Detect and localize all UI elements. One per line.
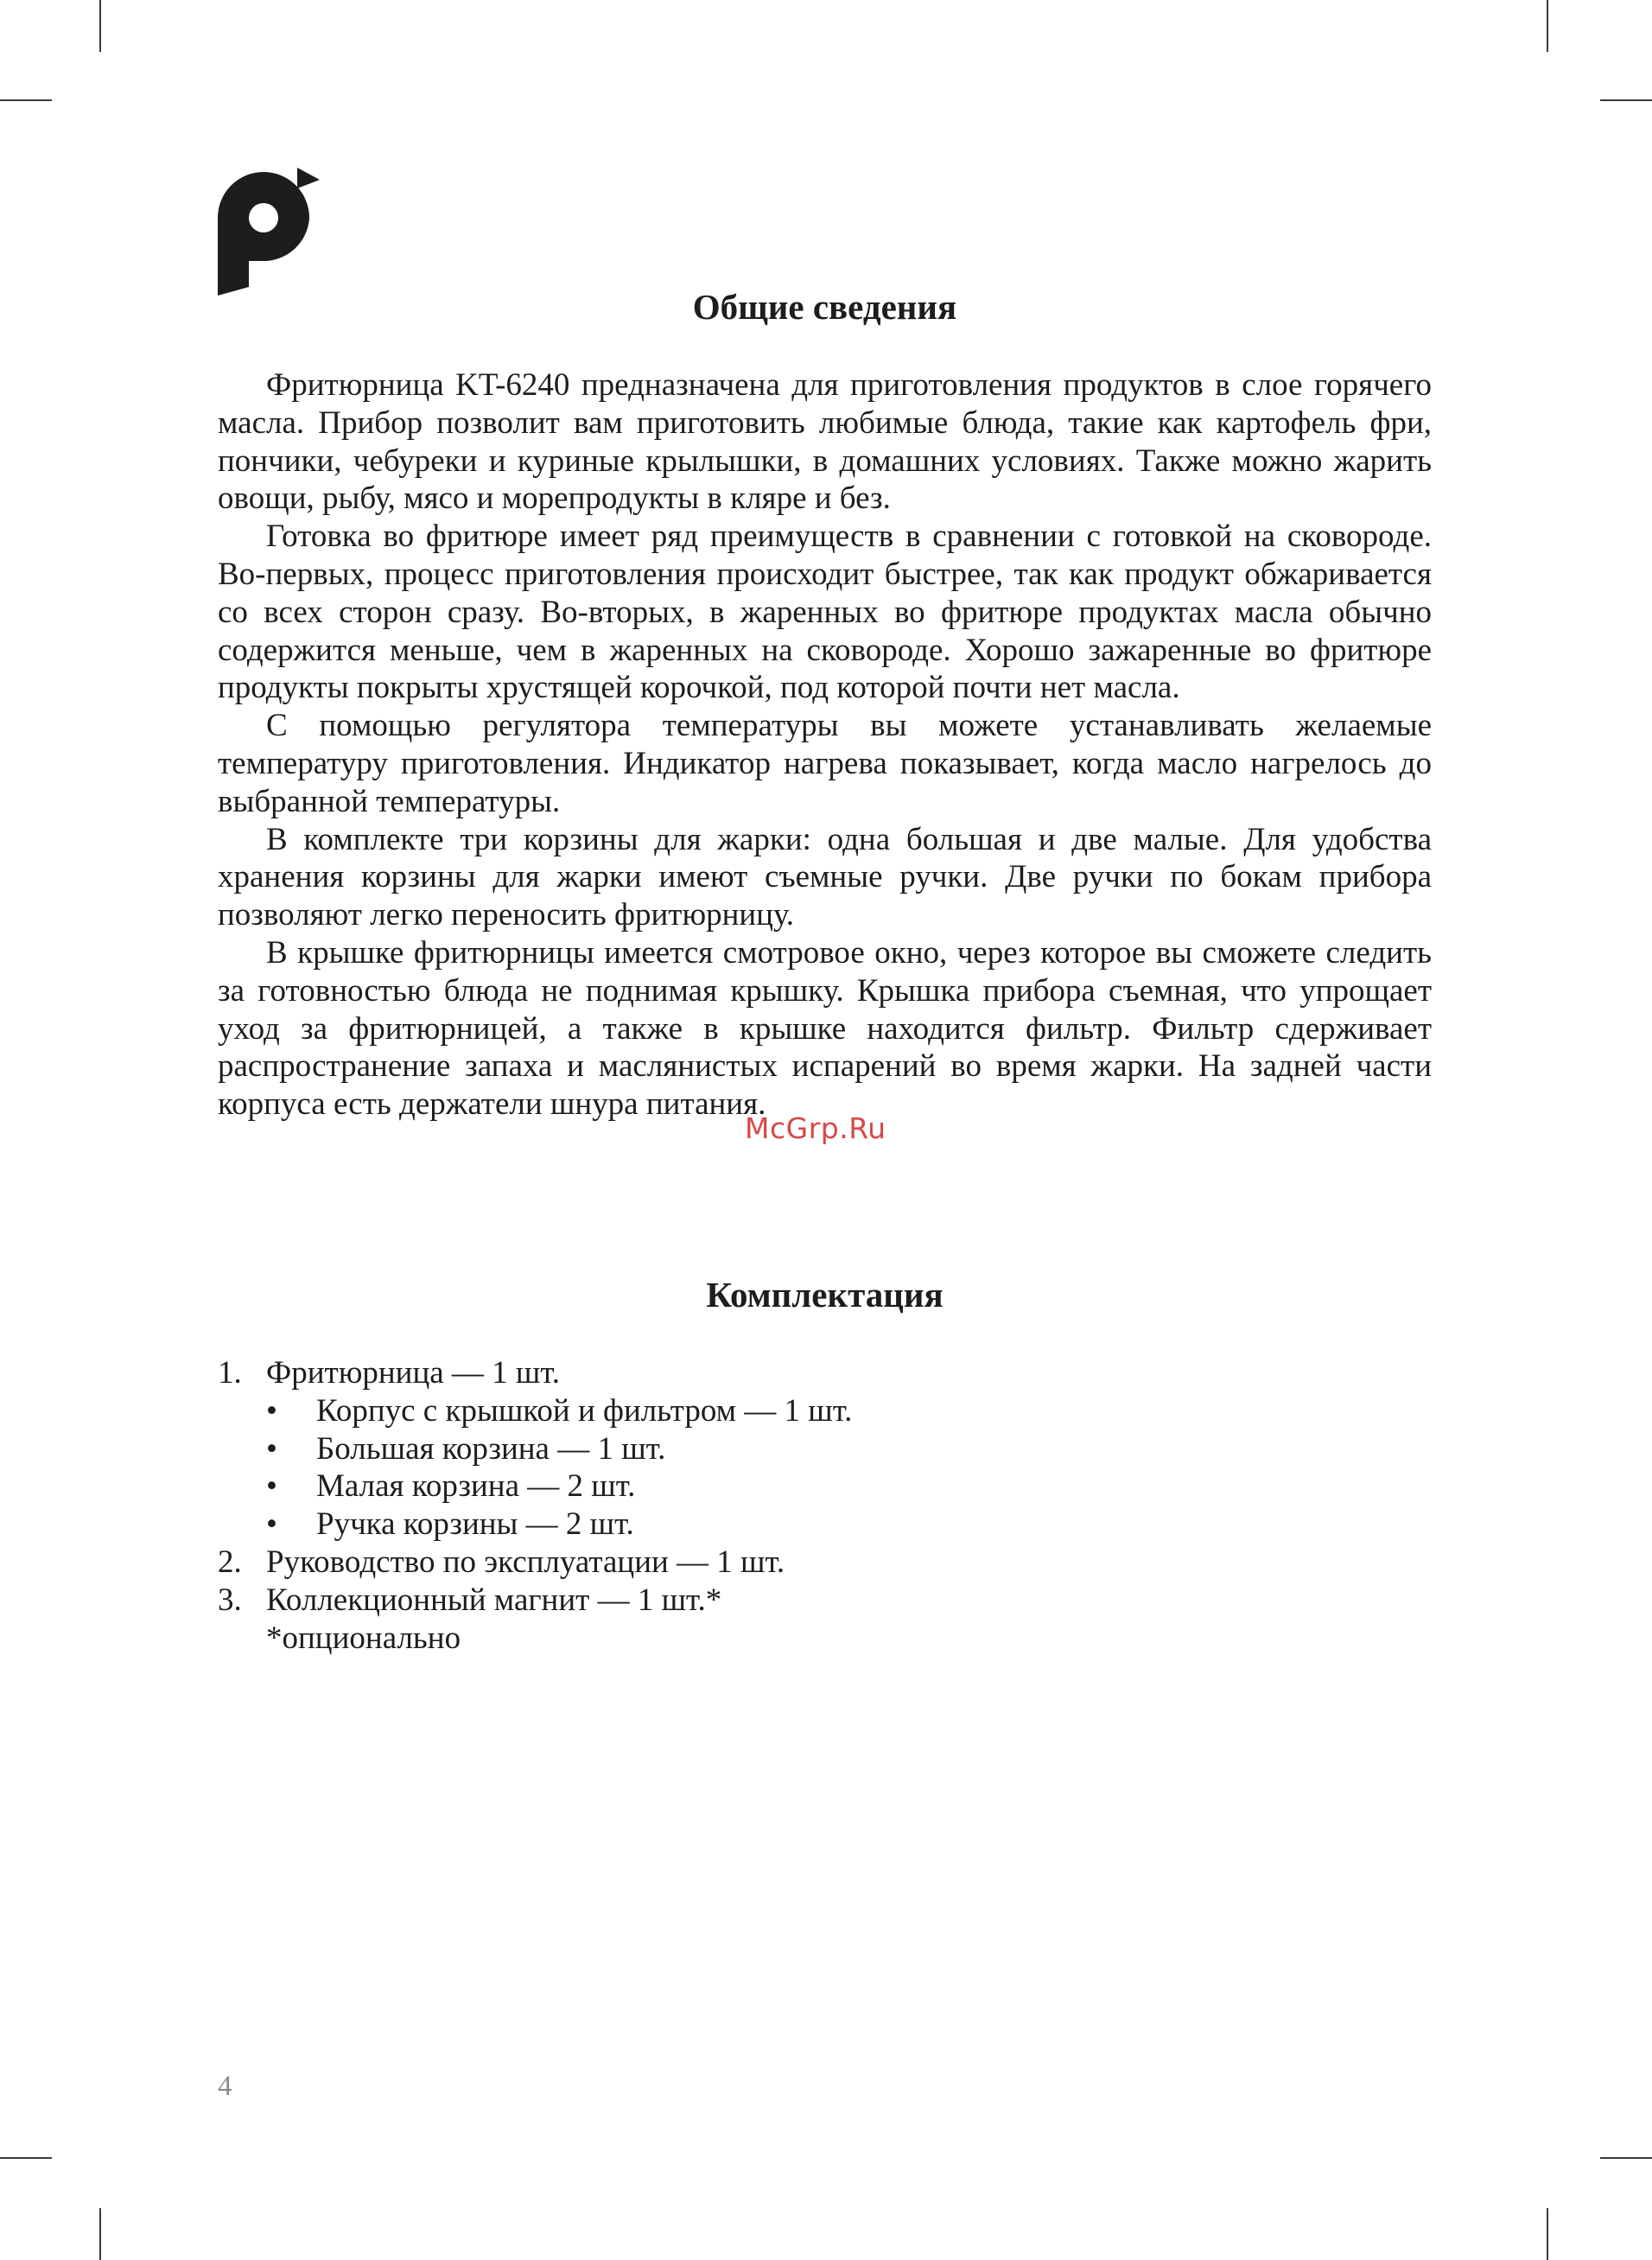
bullet: • bbox=[266, 1392, 277, 1429]
list-item-text: Коллекционный магнит — 1 шт.* bbox=[266, 1582, 722, 1618]
crop-mark-bottom-right-horizontal bbox=[1600, 2157, 1652, 2159]
paragraph: Готовка во фритюре имеет ряд преимуществ в сравнении с готовкой на сковороде. Во-первых, процесс приготовления происходит быстрее, так как продукт обжаривается со всех сторон сразу. Во-вторых, в жаренных во фритюре продуктах масла обычно содержится меньше, чем в жаренных на сковороде. Хорошо зажаренные во фритюре продукты покрыты хрустящей корочкой, под которой почти нет масла. bbox=[218, 519, 1432, 706]
general-info-text bbox=[218, 366, 1432, 1124]
brand-logo-icon bbox=[218, 164, 320, 296]
section-title-contents: Комплектация bbox=[706, 1275, 944, 1315]
crop-mark-top-left-horizontal bbox=[0, 99, 52, 101]
crop-mark-bottom-left-horizontal bbox=[0, 2157, 52, 2159]
watermark: McGrp.Ru bbox=[745, 1111, 886, 1145]
bullet: • bbox=[266, 1506, 277, 1543]
crop-mark-bottom-right-vertical bbox=[1547, 2208, 1548, 2260]
paragraph: С помощью регулятора температуры вы можете устанавливать желаемые температуру приготовления. Индикатор нагрева показывает, когда масло нагрелось до выбранной температуры. bbox=[218, 708, 1432, 819]
crop-mark-bottom-left-vertical bbox=[99, 2208, 101, 2260]
sub-list-item bbox=[218, 1392, 1168, 1430]
list-item bbox=[218, 1582, 1168, 1620]
bullet: • bbox=[266, 1468, 277, 1505]
crop-mark-top-right-horizontal bbox=[1600, 99, 1652, 101]
page-number: 4 bbox=[218, 2071, 232, 2102]
contents-list bbox=[218, 1354, 1168, 1657]
crop-mark-top-left-vertical bbox=[99, 0, 101, 52]
sub-list-item-text: Корпус с крышкой и фильтром — 1 шт. bbox=[316, 1392, 853, 1429]
sub-list-item bbox=[218, 1467, 1168, 1506]
list-item bbox=[218, 1354, 1168, 1392]
list-item bbox=[218, 1544, 1168, 1582]
list-number: 2. bbox=[218, 1544, 242, 1580]
list-number: 1. bbox=[218, 1355, 242, 1391]
sub-list-item bbox=[218, 1506, 1168, 1544]
paragraph: В крышке фритюрницы имеется смотровое окно, через которое вы сможете следить за готовностью блюда не поднимая крышку. Крышка прибора съемная, что упрощает уход за фритюрницей, а также в крышке находится фильтр. Фильтр сдерживает распространение запаха и маслянистых испарений во время жарки. На задней части корпуса есть держатели шнура питания. bbox=[218, 934, 1432, 1123]
crop-mark-top-right-vertical bbox=[1547, 0, 1548, 52]
sub-list-item-text: Ручка корзины — 2 шт. bbox=[316, 1506, 634, 1543]
footnote-text: *опционально bbox=[266, 1620, 461, 1656]
list-item-text: Фритюрница — 1 шт. bbox=[266, 1355, 561, 1391]
sub-list-item-text: Большая корзина — 1 шт. bbox=[316, 1430, 666, 1467]
paragraph: В комплекте три корзины для жарки: одна большая и две малые. Для удобства хранения корзины для жарки имеют съемные ручки. Две ручки по бокам прибора позволяют легко переносить фритюрницу. bbox=[218, 821, 1432, 933]
bullet: • bbox=[266, 1430, 277, 1467]
paragraph: Фритюрница KT-6240 предназначена для приготовления продуктов в слое горячего масла. Прибор позволит вам приготовить любимые блюда, такие как картофель фри, пончики, чебуреки и куриные крылышки, в домашних условиях. Также можно жарить овощи, рыбу, мясо и морепродукты в кляре и без. bbox=[218, 367, 1432, 517]
list-number: 3. bbox=[218, 1582, 242, 1618]
sub-list-item bbox=[218, 1430, 1168, 1468]
section-title-general: Общие сведения bbox=[692, 287, 957, 327]
list-item-text: Руководство по эксплуатации — 1 шт. bbox=[266, 1544, 785, 1580]
sub-list-item-text: Малая корзина — 2 шт. bbox=[316, 1468, 636, 1505]
footnote bbox=[218, 1620, 1168, 1658]
